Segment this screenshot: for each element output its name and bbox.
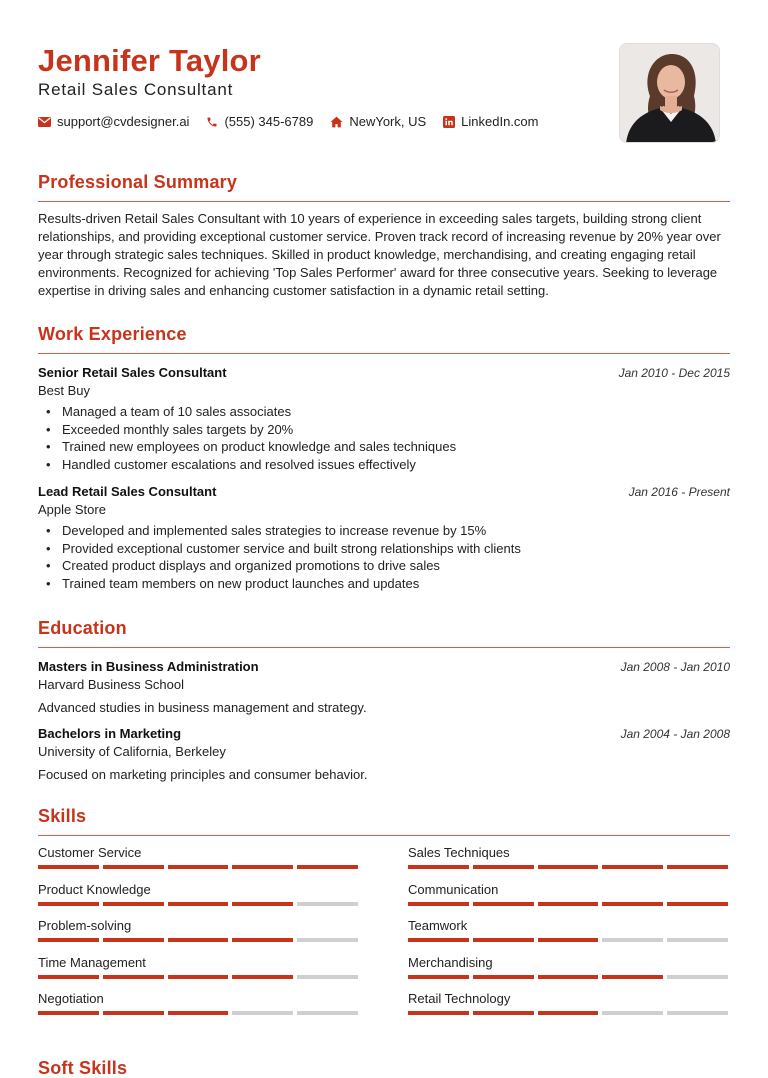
skill-level-filled <box>602 865 663 869</box>
portrait-illustration <box>620 44 720 143</box>
skill-level-filled <box>408 1011 469 1015</box>
skill-level-empty <box>667 938 728 942</box>
skill-level-filled <box>168 975 229 979</box>
skill-level-filled <box>232 938 293 942</box>
skill-level-filled <box>168 902 229 906</box>
skill-level-filled <box>408 975 469 979</box>
candidate-name: Jennifer Taylor <box>38 43 261 78</box>
skill-level-filled <box>103 938 164 942</box>
job-bullet: • Managed a team of 10 sales associates <box>38 403 730 421</box>
summary-text: Results-driven Retail Sales Consultant with 10 years of experience in exceeding sales targets, building strong client relationships, and providing exceptional customer service. Proven track record of increasing revenue by 20% year over year through strategic sales techniques. Skilled in product knowledge, merchandising, and creating engaging retail environments. Recognized for achieving 'Top Sales Performer' award for three consecutive years. Seeking to leverage expertise in driving sales and enhancing customer satisfaction in a dynamic retail setting. <box>38 211 721 298</box>
skills-grid <box>38 844 730 1027</box>
skill-level-empty <box>602 1011 663 1015</box>
skill-level-filled <box>103 865 164 869</box>
skill-level-filled <box>232 865 293 869</box>
skills-section <box>38 805 730 1027</box>
skill-level-filled <box>538 1011 599 1015</box>
skill-level-filled <box>667 865 728 869</box>
school-name: University of California, Berkeley <box>38 744 226 759</box>
skill-level-filled <box>408 938 469 942</box>
email-text: support@cvdesigner.ai <box>57 114 190 129</box>
soft-skills-section <box>38 1057 730 1078</box>
skill-level-filled <box>103 902 164 906</box>
candidate-role: Retail Sales Consultant <box>38 80 234 99</box>
skill-level-bar <box>38 975 358 979</box>
linkedin-icon <box>443 116 455 128</box>
skill-item <box>38 844 358 881</box>
skill-level-filled <box>103 1011 164 1015</box>
phone-icon <box>206 116 218 128</box>
skill-level-filled <box>602 975 663 979</box>
skill-level-empty <box>297 938 358 942</box>
skill-level-filled <box>602 902 663 906</box>
skill-name: Sales Techniques <box>408 845 510 860</box>
skill-level-empty <box>297 975 358 979</box>
skill-level-bar <box>38 902 358 906</box>
education-dates: Jan 2008 - Jan 2010 <box>620 660 730 674</box>
profile-photo <box>619 43 720 143</box>
skill-name: Customer Service <box>38 845 142 860</box>
job-company: Best Buy <box>38 383 91 398</box>
skill-level-filled <box>538 975 599 979</box>
job-bullets <box>38 522 730 592</box>
skill-level-filled <box>38 975 99 979</box>
skill-item <box>38 954 358 991</box>
skill-item <box>408 917 728 954</box>
skill-name: Time Management <box>38 954 146 970</box>
experience-heading: Work Experience <box>38 323 730 354</box>
phone-text: (555) 345-6789 <box>224 114 314 129</box>
skill-level-filled <box>168 938 229 942</box>
skill-level-filled <box>473 938 534 942</box>
skill-level-bar <box>408 865 728 869</box>
resume-header <box>38 42 618 129</box>
skill-level-filled <box>168 1011 229 1015</box>
job-bullet: • Developed and implemented sales strategies to increase revenue by 15% <box>38 522 730 540</box>
skill-level-filled <box>232 902 293 906</box>
experience-section <box>38 323 730 592</box>
skill-name: Retail Technology <box>408 991 511 1006</box>
job-entry <box>38 483 730 592</box>
education-entry <box>38 658 730 717</box>
skill-level-bar <box>408 1011 728 1015</box>
skill-name: Merchandising <box>408 954 493 970</box>
skill-level-filled <box>38 865 99 869</box>
location-text: NewYork, US <box>349 114 427 129</box>
skill-name: Product Knowledge <box>38 881 151 897</box>
skill-level-bar <box>38 938 358 942</box>
contact-email[interactable] <box>38 114 189 129</box>
summary-section <box>38 171 730 300</box>
skill-level-filled <box>538 865 599 869</box>
skill-item <box>38 990 358 1027</box>
skill-item <box>408 954 728 991</box>
skill-level-bar <box>408 902 728 906</box>
skill-item <box>38 881 358 918</box>
home-icon <box>330 116 343 128</box>
skill-level-filled <box>408 865 469 869</box>
skill-item <box>408 844 728 881</box>
skill-level-filled <box>473 1011 534 1015</box>
skill-level-filled <box>667 902 728 906</box>
job-bullet: • Provided exceptional customer service and built strong relationships with clients <box>38 540 730 558</box>
job-dates: Jan 2016 - Present <box>628 485 730 499</box>
skill-level-empty <box>602 938 663 942</box>
soft-skills-heading: Soft Skills <box>38 1058 128 1078</box>
education-description: Advanced studies in business management and strategy. <box>38 700 367 715</box>
education-description: Focused on marketing principles and consumer behavior. <box>38 767 368 782</box>
skill-name: Negotiation <box>38 991 104 1006</box>
degree-title: Bachelors in Marketing <box>38 726 182 741</box>
skill-item <box>408 990 728 1027</box>
skill-level-empty <box>667 975 728 979</box>
skill-level-empty <box>297 1011 358 1015</box>
degree-title: Masters in Business Administration <box>38 659 259 674</box>
education-entry <box>38 725 730 784</box>
education-heading: Education <box>38 617 730 648</box>
contact-linkedin[interactable] <box>443 114 538 129</box>
linkedin-text: LinkedIn.com <box>461 114 539 129</box>
job-title: Lead Retail Sales Consultant <box>38 484 217 499</box>
skill-name: Teamwork <box>408 918 468 933</box>
job-bullet: • Created product displays and organized promotions to drive sales <box>38 557 730 575</box>
skill-item <box>38 917 358 954</box>
skill-level-bar <box>408 938 728 942</box>
contact-location[interactable] <box>330 114 426 129</box>
skill-level-filled <box>473 865 534 869</box>
summary-heading: Professional Summary <box>38 171 730 202</box>
job-bullet: • Exceeded monthly sales targets by 20% <box>38 421 730 439</box>
envelope-icon <box>38 117 51 127</box>
job-bullet: • Trained team members on new product launches and updates <box>38 575 730 593</box>
skill-level-filled <box>538 902 599 906</box>
skill-level-filled <box>408 902 469 906</box>
skill-level-filled <box>38 902 99 906</box>
skill-name: Communication <box>408 881 499 897</box>
job-bullet: • Handled customer escalations and resolved issues effectively <box>38 456 730 474</box>
skill-name: Problem-solving <box>38 918 132 933</box>
skills-heading: Skills <box>38 805 730 836</box>
contact-phone[interactable] <box>206 114 313 129</box>
education-dates: Jan 2004 - Jan 2008 <box>620 727 730 741</box>
skill-level-filled <box>38 1011 99 1015</box>
school-name: Harvard Business School <box>38 677 184 692</box>
job-bullet: • Trained new employees on product knowledge and sales techniques <box>38 438 730 456</box>
skill-level-filled <box>38 938 99 942</box>
skill-level-filled <box>297 865 358 869</box>
skill-level-filled <box>232 975 293 979</box>
skill-level-bar <box>408 975 728 979</box>
skill-item <box>408 881 728 918</box>
skill-level-filled <box>538 938 599 942</box>
skill-level-filled <box>103 975 164 979</box>
skill-level-empty <box>297 902 358 906</box>
job-title: Senior Retail Sales Consultant <box>38 365 227 380</box>
skill-level-bar <box>38 1011 358 1015</box>
contact-row <box>38 114 618 129</box>
job-dates: Jan 2010 - Dec 2015 <box>618 366 730 380</box>
job-entry <box>38 364 730 473</box>
skill-level-filled <box>168 865 229 869</box>
job-bullets <box>38 403 730 473</box>
skill-level-empty <box>667 1011 728 1015</box>
skill-level-filled <box>473 975 534 979</box>
skill-level-bar <box>38 865 358 869</box>
skill-level-filled <box>473 902 534 906</box>
education-section <box>38 617 730 784</box>
job-company: Apple Store <box>38 502 106 517</box>
skill-level-empty <box>232 1011 293 1015</box>
